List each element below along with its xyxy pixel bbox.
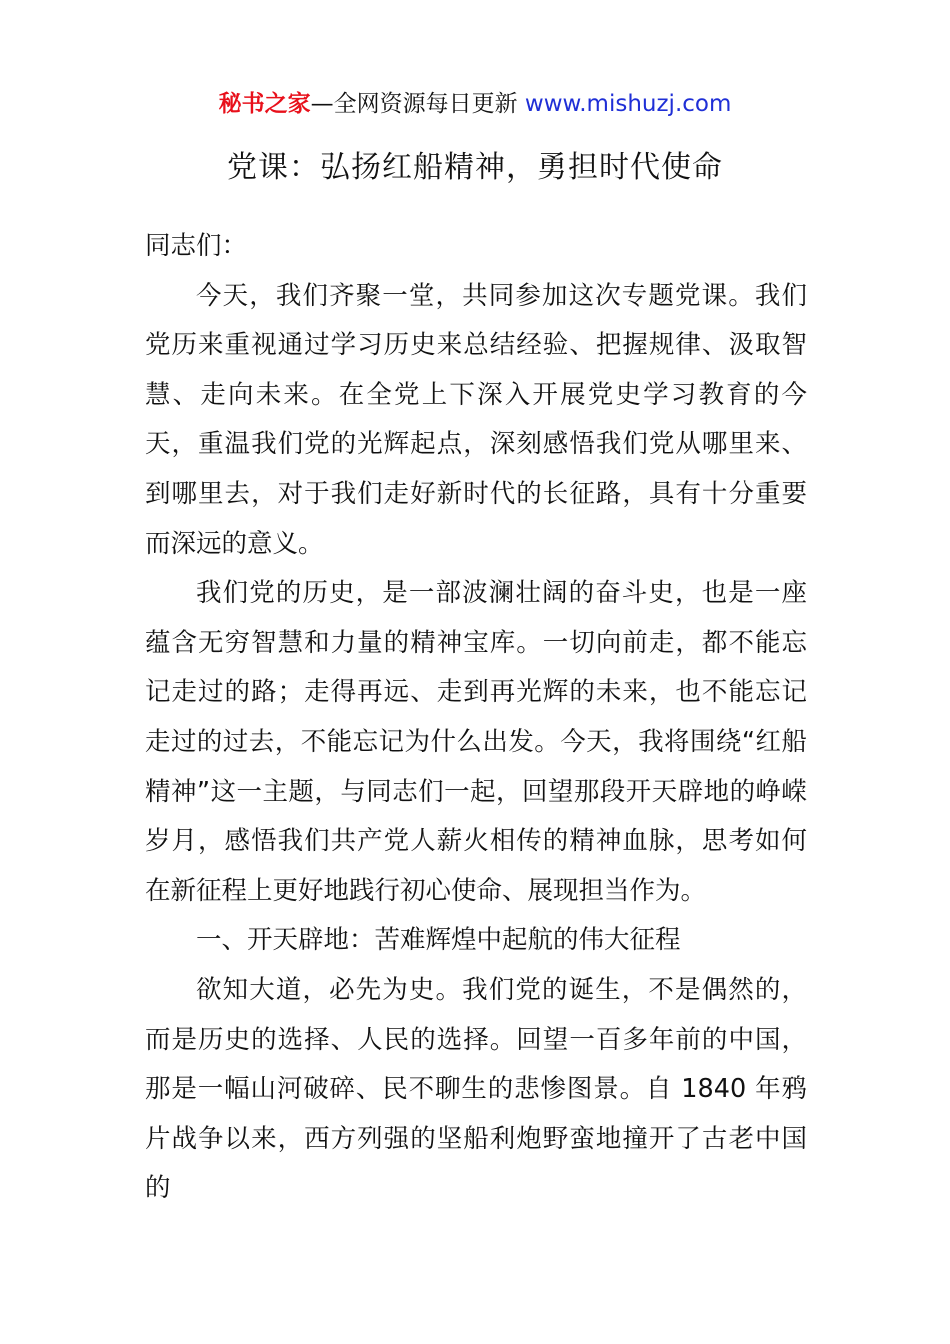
document-body bbox=[145, 222, 807, 1214]
document-title: 党课：弘扬红船精神，勇担时代使命 bbox=[227, 150, 723, 185]
site-url-link[interactable]: www.mishuzj.com bbox=[524, 91, 732, 117]
section-heading-1: 一、开天辟地：苦难辉煌中起航的伟大征程 bbox=[196, 925, 681, 956]
paragraph-intro: 今天，我们齐聚一堂，共同参加这次专题党课。我们党历来重视通过学习历史来总结经验、把握规律、汲取智慧、走向未来。在全党上下深入开展党史学习教育的今天，重温我们党的光辉起点，深刻感悟我们党从哪里来、到哪里去，对于我们走好新时代的长征路，具有十分重要而深远的意义。 bbox=[145, 280, 807, 559]
site-brand: 秘书之家 bbox=[218, 91, 311, 117]
site-header bbox=[0, 88, 950, 120]
paragraph-section-1: 欲知大道，必先为史。我们党的诞生，不是偶然的，而是历史的选择、人民的选择。回望一百多年前的中国，那是一幅山河破碎、民不聊生的悲惨图景。自 1840 年鸦片战争以来，西方列强的坚船利炮野蛮地撞开了古老中国的 bbox=[145, 974, 807, 1204]
salutation: 同志们： bbox=[145, 231, 248, 261]
site-tagline: —全网资源每日更新 bbox=[310, 91, 525, 117]
paragraph-history: 我们党的历史，是一部波澜壮阔的奋斗史，也是一座蕴含无穷智慧和力量的精神宝库。一切向前走，都不能忘记走过的路；走得再远、走到再光辉的未来，也不能忘记走过的过去，不能忘记为什么出发。今天，我将围绕“红船精神”这一主题，与同志们一起，回望那段开天辟地的峥嵘岁月，感悟我们共产党人薪火相传的精神血脉，思考如何在新征程上更好地践行初心使命、展现担当作为。 bbox=[145, 578, 807, 906]
